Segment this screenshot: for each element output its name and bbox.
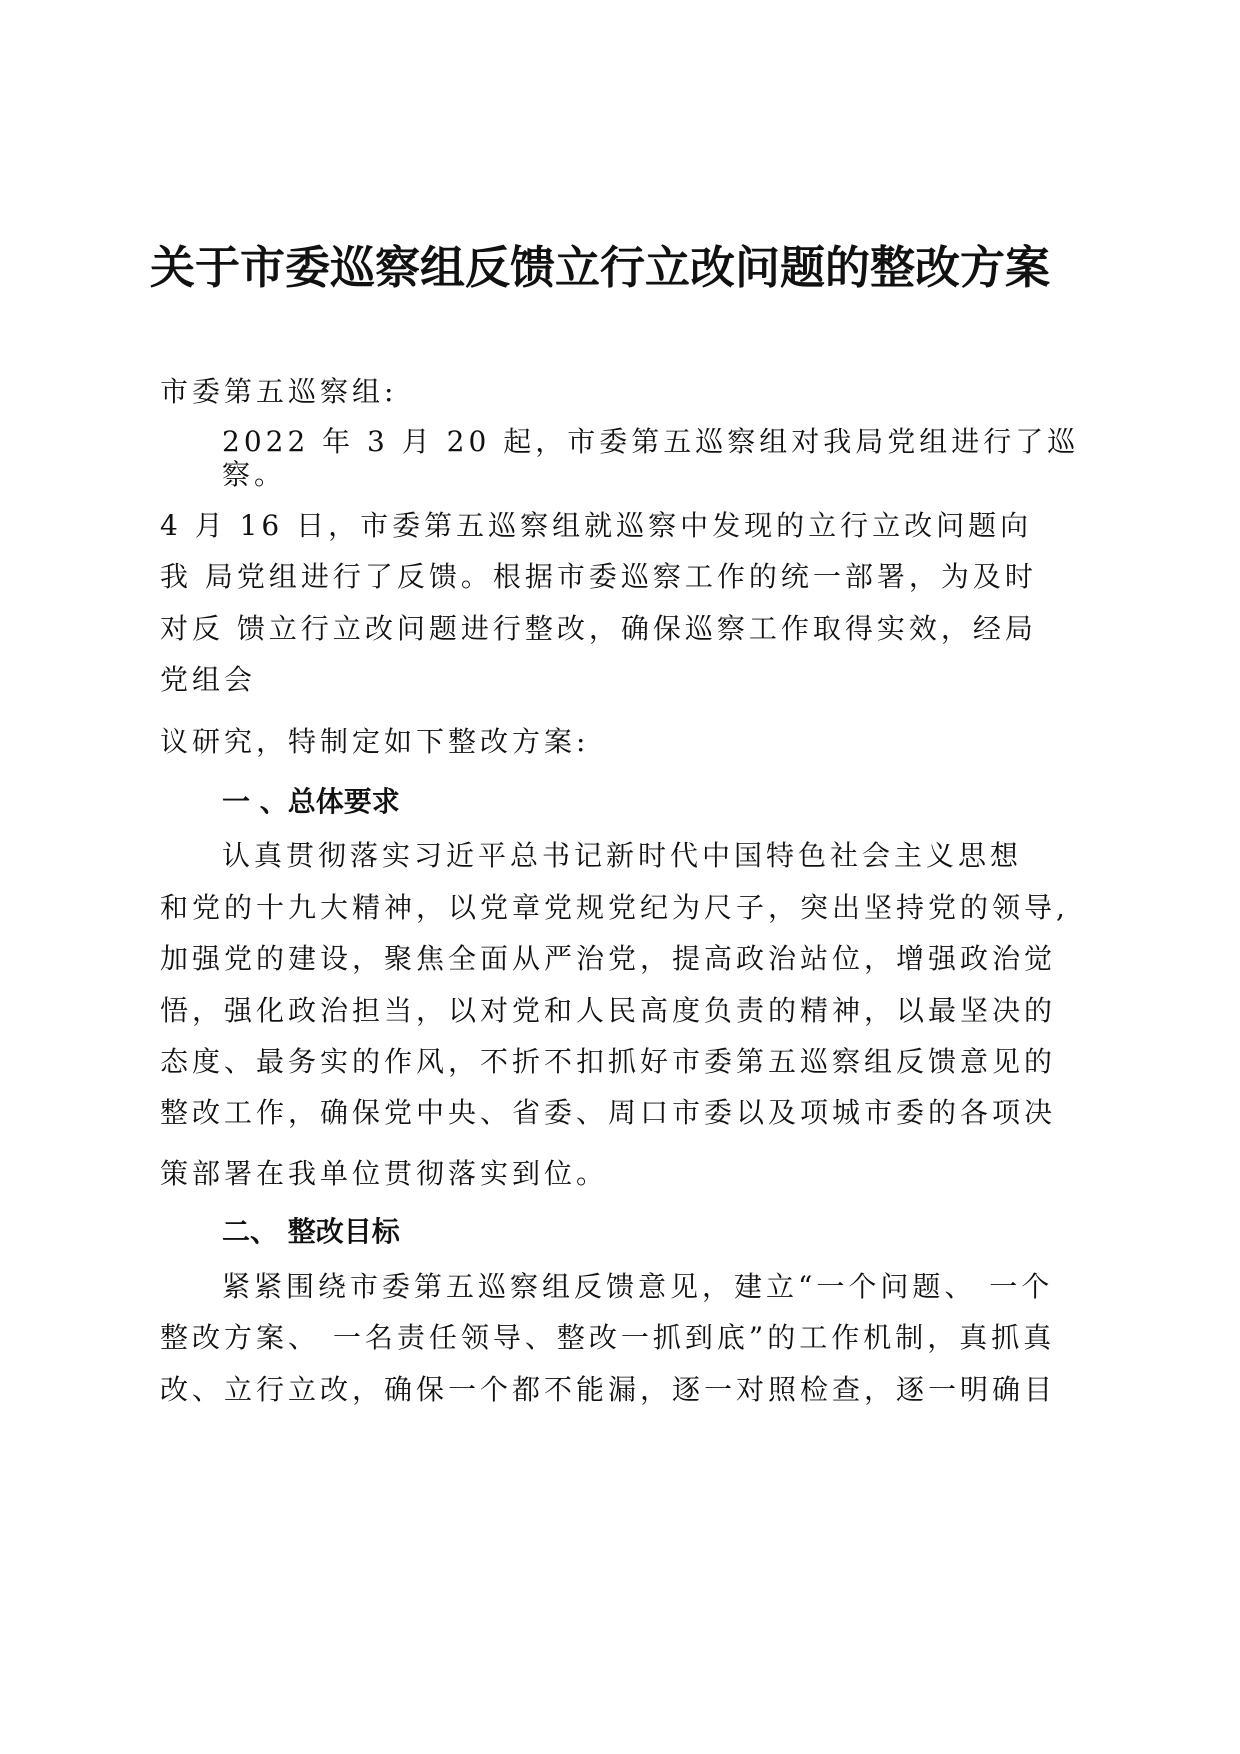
section-heading-rectification-goals: 二、 整改目标: [222, 1215, 400, 1248]
paragraph-line: 加强党的建设，聚焦全面从严治党，提高政治站位，增强政治觉: [160, 942, 1057, 975]
paragraph-line: 整改方案、 一名责任领导、整改一抓到底”的工作机制，真抓真: [160, 1321, 1056, 1354]
paragraph-line: 策部署在我单位贯彻落实到位。: [160, 1157, 609, 1190]
paragraph-line: 改、立行立改，确保一个都不能漏，逐一对照检查，逐一明确目: [160, 1373, 1057, 1406]
intro-line: 议研究，特制定如下整改方案:: [160, 725, 590, 758]
paragraph-line: 态度、最务实的作风，不折不扣抓好市委第五巡察组反馈意见的: [160, 1045, 1057, 1078]
paragraph-line: 紧紧围绕市委第五巡察组反馈意见，建立“一个问题、 一个: [222, 1270, 1054, 1303]
document-title: 关于市委巡察组反馈立行立改问题的整改方案: [150, 241, 1051, 294]
paragraph-line: 整改工作，确保党中央、省委、周口市委以及项城市委的各项决: [160, 1096, 1057, 1129]
intro-line: 4 月 16 日，市委第五巡察组就巡察中发现的立行立改问题向: [160, 509, 1033, 542]
paragraph-line: 认真贯彻落实习近平总书记新时代中国特色社会主义思想: [222, 839, 1023, 872]
paragraph-line: 悟，强化政治担当，以对党和人民高度负责的精神，以最坚决的: [160, 994, 1057, 1027]
intro-line: 党组会: [160, 663, 257, 696]
paragraph-line: 和党的十九大精神，以党章党规党纪为尺子，突出坚持党的领导,: [160, 891, 1069, 924]
salutation: 市委第五巡察组:: [160, 375, 398, 408]
intro-line: 察。: [222, 458, 287, 491]
intro-line: 我 局党组进行了反馈。根据市委巡察工作的统一部署，为及时: [160, 560, 1037, 593]
intro-line: 2022 年 3 月 20 起，市委第五巡察组对我局党组进行了巡: [222, 425, 1080, 458]
intro-line: 对反 馈立行立改问题进行整改，确保巡察工作取得实效，经局: [160, 612, 1037, 645]
section-heading-overall-requirements: 一 、总体要求: [222, 785, 400, 818]
